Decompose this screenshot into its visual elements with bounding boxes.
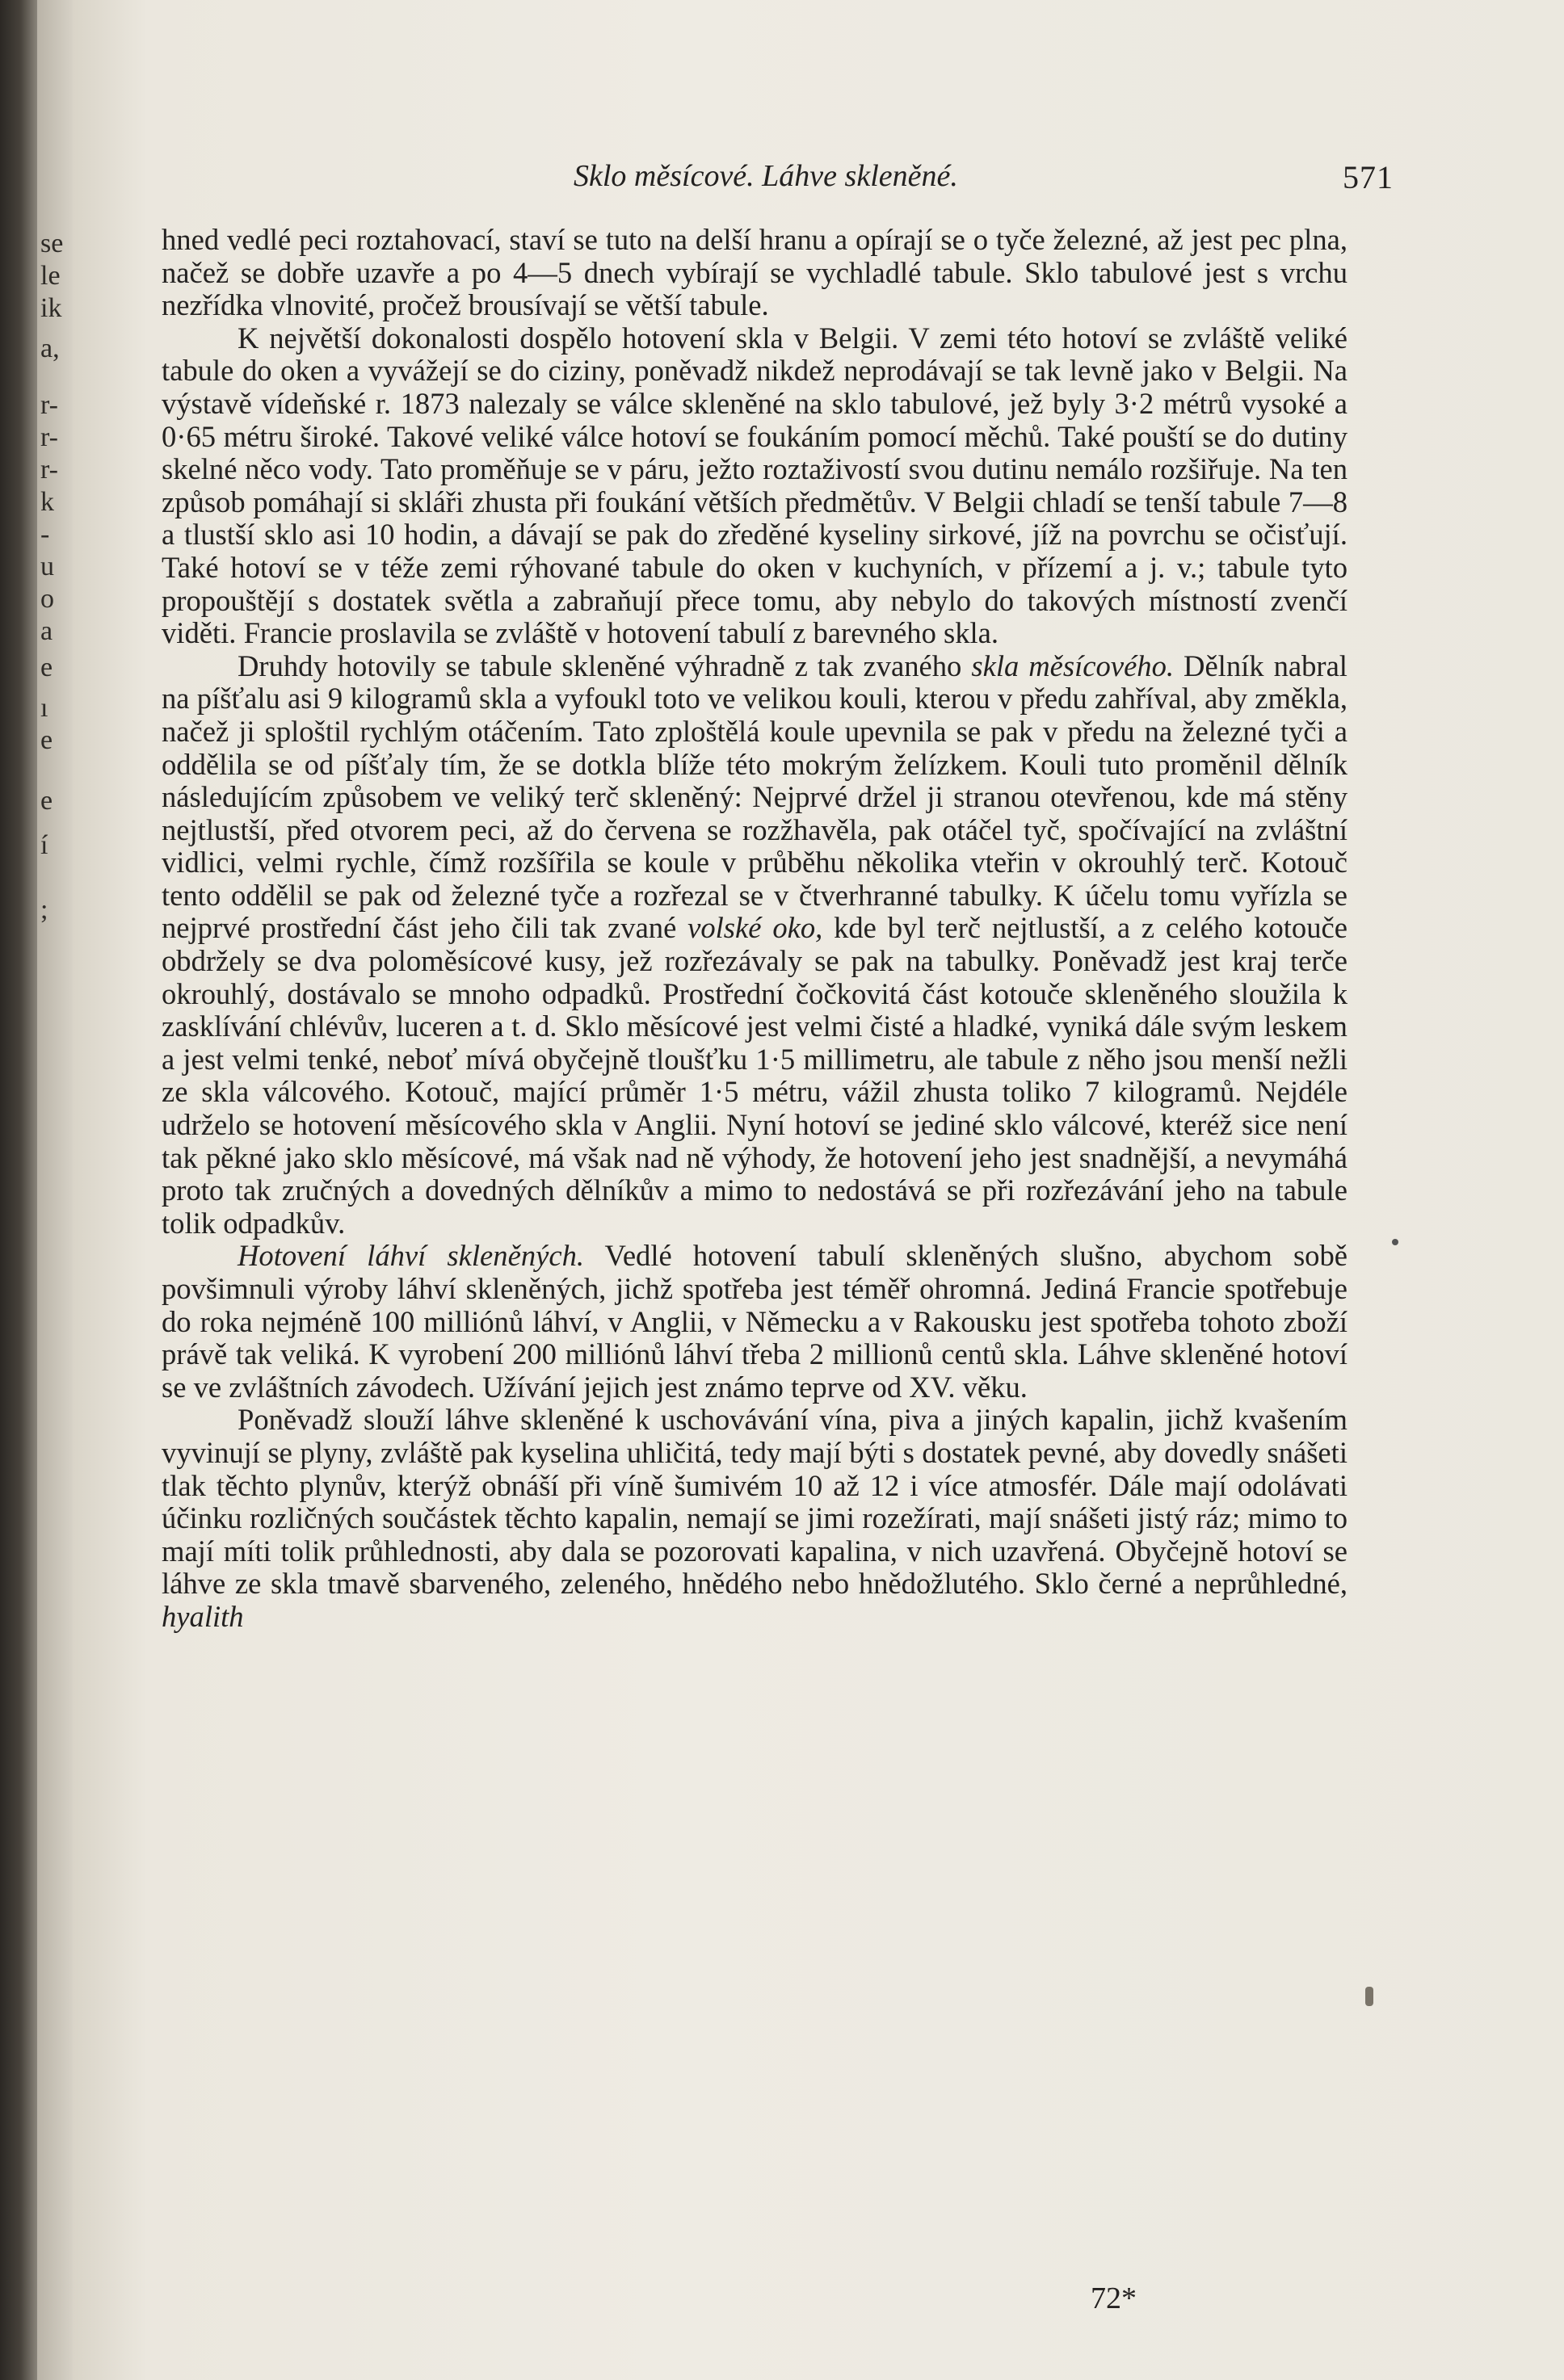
previous-page-margin-char: le bbox=[40, 261, 61, 291]
text-run: Vedlé hotovení tabulí skleněných slušno, abychom sobě povšimnuli výroby láhví skleněných, jichž spotřeba jest téměř ohromná. Jediná Francie spotřebuje do roka nejméně 100 milliónů láhví, v Anglii, v Německu a v Rakousku jest spotřeba tohoto zboží právě tak veliká. K vyrobení 200 milliónů láhví třeba 2 millionů centů skla. Láhve skleněné hotoví se ve zvláštních závodech. Užívání jejich jest známo teprve od XV. věku. bbox=[162, 1239, 1347, 1404]
previous-page-edge bbox=[37, 0, 73, 2380]
paragraph-bottle-properties bbox=[162, 1404, 1347, 1633]
italic-term: hyalith bbox=[162, 1599, 244, 1633]
previous-page-margin-char: ı bbox=[40, 693, 48, 723]
previous-page-margin-char: k bbox=[40, 487, 54, 517]
previous-page-margin-char: ik bbox=[40, 293, 62, 323]
previous-page-margin-char: r- bbox=[40, 422, 58, 452]
paragraph-belgium: K největší dokonalosti dospělo hotovení skla v Belgii. V zemi této hotoví se zvláště veliké tabule do oken a vyvážejí se do ciziny, poněvadž nikdež neprodávají se tak levně jako v Belgii. Na výstavě vídeňské r. 1873 nalezaly se válce skleněné na sklo tabulové, jež byly 3·2 métrů vysoké a 0·65 métru široké. Takové veliké válce hotoví se foukáním pomocí měchů. Také pouští se do dutiny skelné něco vody. Tato proměňuje se v páru, ježto roztaživostí svou dutinu nemálo rozšiřuje. Na ten způsob pomáhají si skláři zhusta při foukání větších předmětův. V Belgii chladí se tenší tabule 7—8 a tlustší sklo asi 10 hodin, a dávají se pak do zředěné kyseliny sirkové, jíž na povrchu se očisťují. Také hotoví se v téže zemi rýhované tabule do oken v kuchyních, v přízemí a j. v.; tabule tyto propouštějí s dostatek světla a zabraňují přece tomu, aby nebylo do takových místností zvenčí viděti. Francie proslavila se zvláště v hotovení tabulí z barevného skla. bbox=[162, 321, 1347, 650]
previous-page-margin-char: í bbox=[40, 830, 48, 860]
ink-dot bbox=[1392, 1239, 1398, 1245]
previous-page-margin-char: - bbox=[40, 519, 50, 549]
ink-mark bbox=[1365, 1987, 1373, 2006]
page-number: 571 bbox=[1343, 159, 1394, 195]
section-heading: Hotovení láhví skleněných. bbox=[238, 1239, 585, 1273]
signature-mark: 72* bbox=[1091, 2281, 1137, 2315]
text-run: Dělník nabral na píšťalu asi 9 kilogramů skla a vyfoukl toto ve velikou kouli, kterou v předu zahříval, aby změkla, načež ji sploštil rychlým otáčením. Tato zploštělá koule upevnila se pak v předu na železné tyči a oddělila se od píšťaly tím, že se dotkla blíže této mokrým želízkem. Kouli tuto proměnil dělník následujícím způsobem ve veliký terč skleněný: Nejprvé držel ji stranou otevřenou, kde má stěny nejtlustší, před otvorem peci, až do červena se rozžhavěla, pak otáčel tyč, spočívající na zvláštní vidlici, velmi rychle, čímž rozšířila se koule v průběhu několika vteřin v okrouhlý terč. Kotouč tento oddělil se pak od železné tyče a rozřezal se v čtverhranné tabulky. K účelu tomu vyřízla se nejprvé prostřední část jeho čili tak zvané bbox=[162, 649, 1347, 945]
text-run: kde byl terč nejtlustší, a z celého kotouče obdržely se dva poloměsícové kusy, jež rozřezávaly se pak na tabulky. Poněvadž jest kraj terče okrouhlý, dostávalo se mnoho odpadků. Prostřední čočkovitá část kotouče skleněného sloužila k zasklívání chlévův, luceren a t. d. Sklo měsícové jest velmi čisté a hladké, vyniká dále svým leskem a jest velmi tenké, neboť mívá obyčejně tloušťku 1·5 millimetru, ale tabule z něho jsou menší nežli ze skla válcového. Kotouč, mající průměr 1·5 métru, vážil zhusta toliko 7 kilogramů. Nejdéle udrželo se hotovení měsícového skla v Anglii. Nyní hotoví se jediné sklo válcové, kteréž sice není tak pěkné jako sklo měsícové, má však nad ně výhody, že hotovení jeho jest snadnější, a nevymáhá proto tak zručných a dovedných dělníkův a mimo to nedostává se při rozřezávání jeho na tabule tolik odpadkův. bbox=[162, 911, 1347, 1240]
italic-term: skla měsícového. bbox=[971, 649, 1175, 682]
previous-page-margin-char: a bbox=[40, 616, 53, 646]
paragraph-bottles bbox=[162, 1240, 1347, 1404]
book-page bbox=[73, 0, 1564, 2380]
italic-term: volské oko, bbox=[687, 911, 823, 945]
previous-page-margin-char: r- bbox=[40, 455, 58, 485]
running-title: Sklo měsícové. Láhve skleněné. bbox=[574, 159, 958, 193]
paragraph-continued: hned vedlé peci roztahovací, staví se tuto na delší hranu a opírají se o tyče železné, až jest pec plna, načež se dobře uzavře a po 4—5 dnech vybírají se vychladlé tabule. Sklo tabulové jest s vrchu nezřídka vlnovité, pročež brousívají se větší tabule. bbox=[162, 223, 1347, 322]
previous-page-margin-char: a, bbox=[40, 334, 60, 363]
previous-page-margin-char: se bbox=[40, 229, 64, 258]
previous-page-margin-char: r- bbox=[40, 390, 58, 420]
previous-page-margin-char: e bbox=[40, 725, 53, 755]
text-run: Druhdy hotovily se tabule skleněné výhradně z tak zvaného bbox=[238, 649, 972, 682]
previous-page-margin-char: e bbox=[40, 786, 53, 816]
previous-page-margin-char: e bbox=[40, 653, 53, 682]
previous-page-margin-char: o bbox=[40, 584, 54, 614]
page-body bbox=[162, 224, 1347, 1634]
book-spine bbox=[0, 0, 37, 2380]
previous-page-margin-char: ; bbox=[40, 895, 48, 925]
text-run: Poněvadž slouží láhve skleněné k uschovávání vína, piva a jiných kapalin, jichž kvašením vyvinují se plyny, zvláště pak kyselina uhličitá, tedy mají býti s dostatek pevné, aby dovedly snášeti tlak těchto plynův, kterýž obnáší při víně šumivém 10 až 12 i více atmosfér. Dále mají odolávati účinku rozličných součástek těchto kapalin, nemají se jimi rozežírati, mají snášeti jistý ráz; mimo to mají míti tolik průhlednosti, aby dala se pozorovati kapalina, v nich uzavřená. Obyčejně hotoví se láhve ze skla tmavě sbarveného, zeleného, hnědého nebo hnědožlutého. Sklo černé a neprůhledné, bbox=[162, 1403, 1347, 1601]
paragraph-crown-glass bbox=[162, 650, 1347, 1240]
previous-page-margin-char: u bbox=[40, 552, 54, 581]
